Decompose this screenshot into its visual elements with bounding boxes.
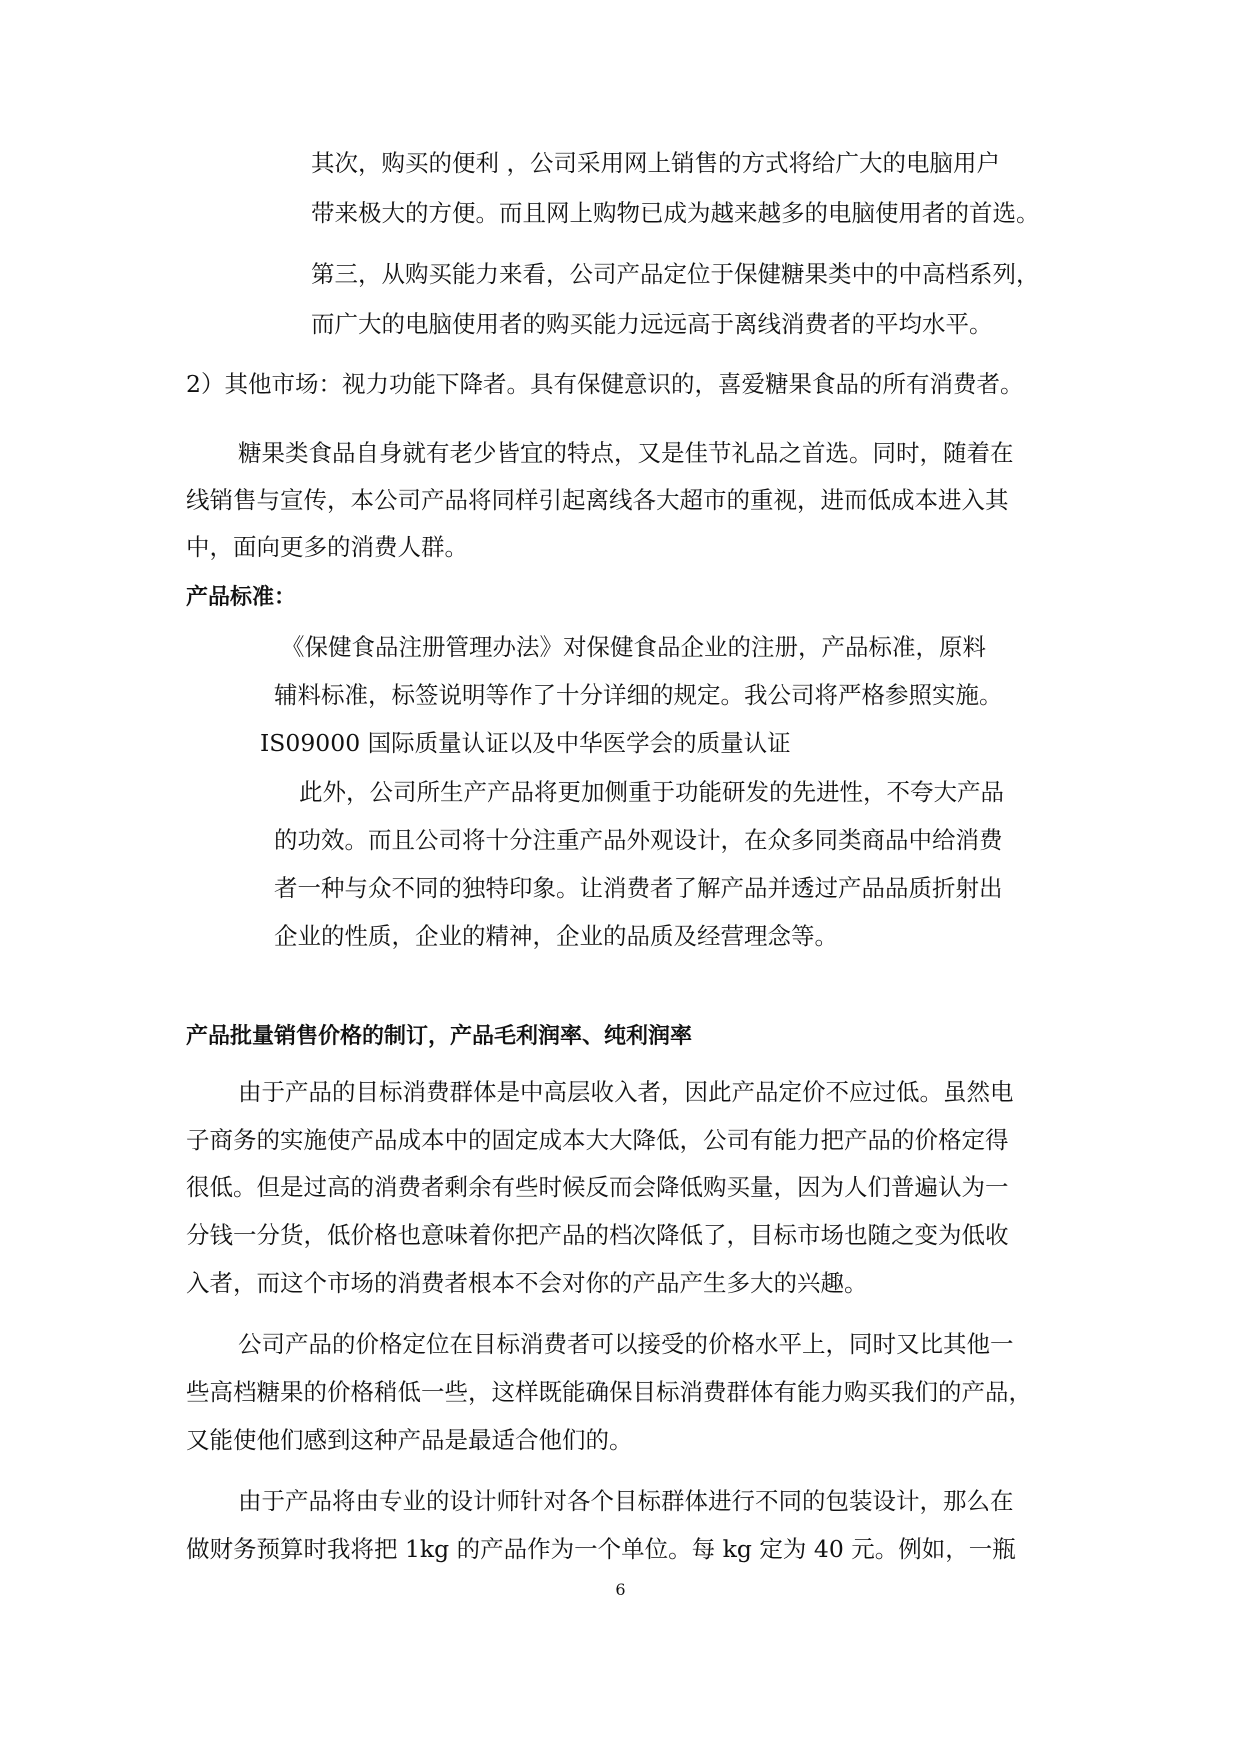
text-line: 线销售与宣传，本公司产品将同样引起离线各大超市的重视，进而低成本进入其 <box>186 486 1009 514</box>
text-line: 些高档糖果的价格稍低一些，这样既能确保目标消费群体有能力购买我们的产品， <box>186 1378 1032 1406</box>
text-line: 公司产品的价格定位在目标消费者可以接受的价格水平上，同时又比其他一 <box>238 1330 1014 1358</box>
text-line: 而广大的电脑使用者的购买能力远远高于离线消费者的平均水平。 <box>311 310 993 338</box>
text-line: 由于产品的目标消费群体是中高层收入者，因此产品定价不应过低。虽然电 <box>238 1078 1014 1106</box>
text-line: 者一种与众不同的独特印象。让消费者了解产品并透过产品品质折射出 <box>274 874 1003 902</box>
text-line: 的功效。而且公司将十分注重产品外观设计，在众多同类商品中给消费 <box>274 826 1003 854</box>
text-line: 企业的性质，企业的精神，企业的品质及经营理念等。 <box>274 922 838 950</box>
section-heading: 产品标准： <box>186 585 297 610</box>
text-line: 其次，购买的便利 ，公司采用网上销售的方式将给广大的电脑用户 <box>311 149 1000 177</box>
text-line: 第三，从购买能力来看，公司产品定位于保健糖果类中的中高档系列， <box>311 260 1040 288</box>
text-line: 带来极大的方便。而且网上购物已成为越来越多的电脑使用者的首选。 <box>311 199 1040 227</box>
page-number: 6 <box>615 1580 626 1599</box>
text-line: 辅料标准，标签说明等作了十分详细的规定。我公司将严格参照实施。 <box>274 681 1003 709</box>
text-line: 糖果类食品自身就有老少皆宜的特点，又是佳节礼品之首选。同时，随着在 <box>238 439 1014 467</box>
section-heading: 产品批量销售价格的制订，产品毛利润率、纯利润率 <box>186 1024 693 1049</box>
text-line: 此外，公司所生产产品将更加侧重于功能研发的先进性，不夸大产品 <box>299 778 1004 806</box>
text-line: 子商务的实施使产品成本中的固定成本大大降低，公司有能力把产品的价格定得 <box>186 1126 1009 1154</box>
text-line: 《保健食品注册管理办法》对保健食品企业的注册，产品标准，原料 <box>281 633 986 661</box>
text-line: 又能使他们感到这种产品是最适合他们的。 <box>186 1426 633 1454</box>
text-line: 2）其他市场：视力功能下降者。具有保健意识的，喜爱糖果食品的所有消费者。 <box>186 370 1024 398</box>
text-line: IS09000 国际质量认证以及中华医学会的质量认证 <box>260 729 791 757</box>
text-line: 入者，而这个市场的消费者根本不会对你的产品产生多大的兴趣。 <box>186 1269 868 1297</box>
text-line: 分钱一分货，低价格也意味着你把产品的档次降低了，目标市场也随之变为低收 <box>186 1221 1009 1249</box>
text-line: 很低。但是过高的消费者剩余有些时候反而会降低购买量，因为人们普遍认为一 <box>186 1173 1009 1201</box>
text-line: 由于产品将由专业的设计师针对各个目标群体进行不同的包装设计，那么在 <box>238 1487 1014 1515</box>
text-line: 中，面向更多的消费人群。 <box>186 533 468 561</box>
text-line: 做财务预算时我将把 1kg 的产品作为一个单位。每 kg 定为 40 元。例如，一瓶 <box>186 1535 1016 1563</box>
